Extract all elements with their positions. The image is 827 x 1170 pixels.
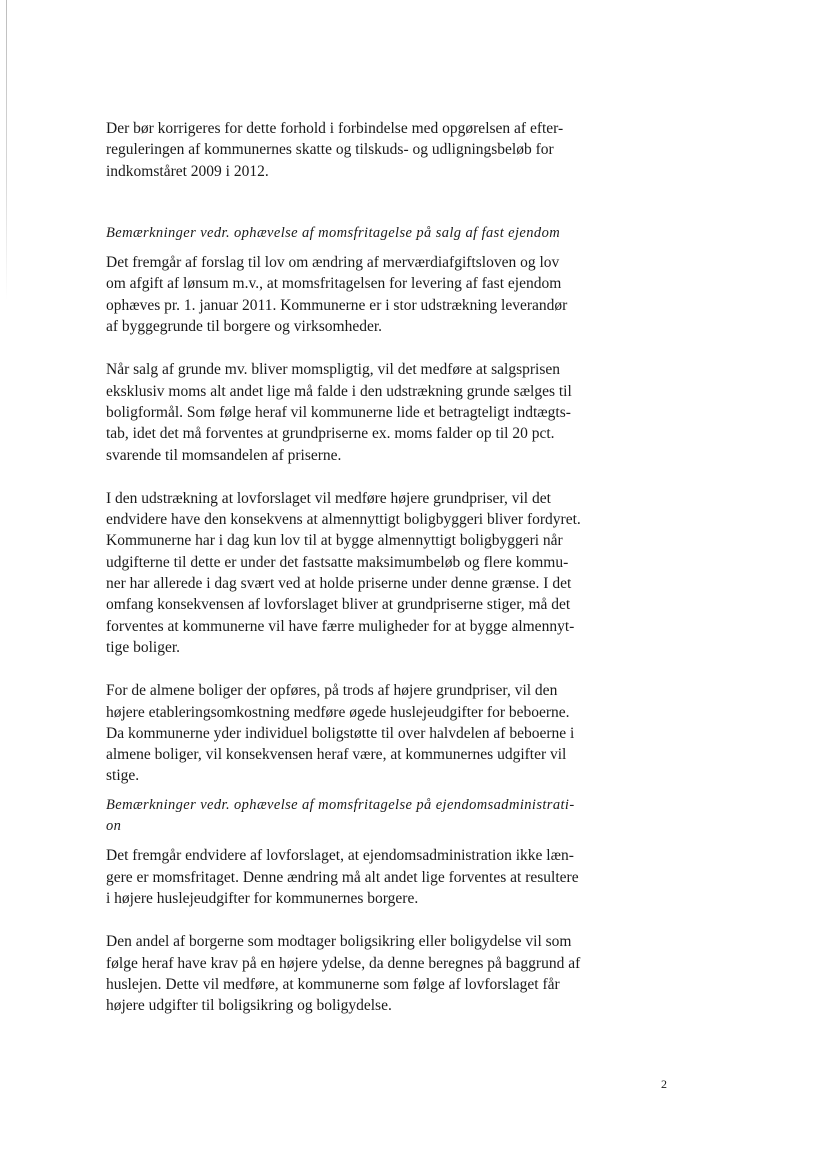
body-paragraph: I den udstrækning at lovforslaget vil medføre højere grundpriser, vil det endvidere have den konsekvens at almennyttigt boligbyggeri bliver fordyret. Kommunerne har i dag kun lov til at bygge almennyttigt boligbyggeri når udgifterne til dette er under det fastsatte maksimumbeløb og flere kommu- ner har allerede i dag svært ved at holde priserne under denne grænse. I det omfang konsekvensen af lovforslaget bliver at grundpriserne stiger, må det forventes at kommunerne vil have færre muligheder for at bygge almennyt- tige boliger. [106,489,581,656]
intro-paragraph: Der bør korrigeres for dette forhold i forbindelse med opgørelsen af efter- reguleringen af kommunernes skatte og tilskuds- og udligningsbeløb for indkomståret 2009 i 2012. [106,120,564,180]
body-paragraph: Det fremgår af forslag til lov om ændring af merværdiafgiftsloven og lov om afgift af lønsum m.v., at momsfritagelsen for levering af fast ejendom ophæves pr. 1. januar 2011. Kommunerne er i stor udstrækning leverandør af byggegrunde til borgere og virksomheder. [106,254,568,336]
scan-edge-line [6,0,7,300]
body-paragraph: Den andel af borgerne som modtager boligsikring eller boligydelse vil som følge heraf have krav på en højere ydelse, da denne beregnes på baggrund af huslejen. Dette vil medføre, at kommunerne som følge af lovforslaget får højere udgifter til boligsikring og boligydelse. [106,933,581,1015]
section-heading-property-administration: Bemærkninger vedr. ophævelse af momsfritagelse på ejendomsadministrati- on [106,796,575,835]
body-paragraph: For de almene boliger der opføres, på trods af højere grundpriser, vil den højere etableringsomkostning medføre øgede huslejeudgifter for beboerne. Da kommunerne yder individuel boligstøtte til over halvdelen af beboerne i almene boliger, vil konsekvensen heraf være, at kommunernes udgifter vil stige. [106,682,575,785]
document-page [106,118,636,1016]
body-paragraph: Det fremgår endvidere af lovforslaget, at ejendomsadministration ikke læn- gere er momsfritaget. Denne ændring må alt andet lige forventes at resultere i højere huslejeudgifter for kommunernes borgere. [106,847,579,907]
body-paragraph: Når salg af grunde mv. bliver momspligtig, vil det medføre at salgsprisen eksklusiv moms alt andet lige må falde i den udstrækning grunde sælges til boligformål. Som følge heraf vil kommunerne lide et betragteligt indtægts- tab, idet det må forventes at grundpriserne ex. moms falder op til 20 pct. svarende til momsandelen af priserne. [106,361,572,464]
section-heading-land-sale: Bemærkninger vedr. ophævelse af momsfritagelse på salg af fast ejendom [106,224,561,241]
page-number: 2 [661,1077,667,1091]
